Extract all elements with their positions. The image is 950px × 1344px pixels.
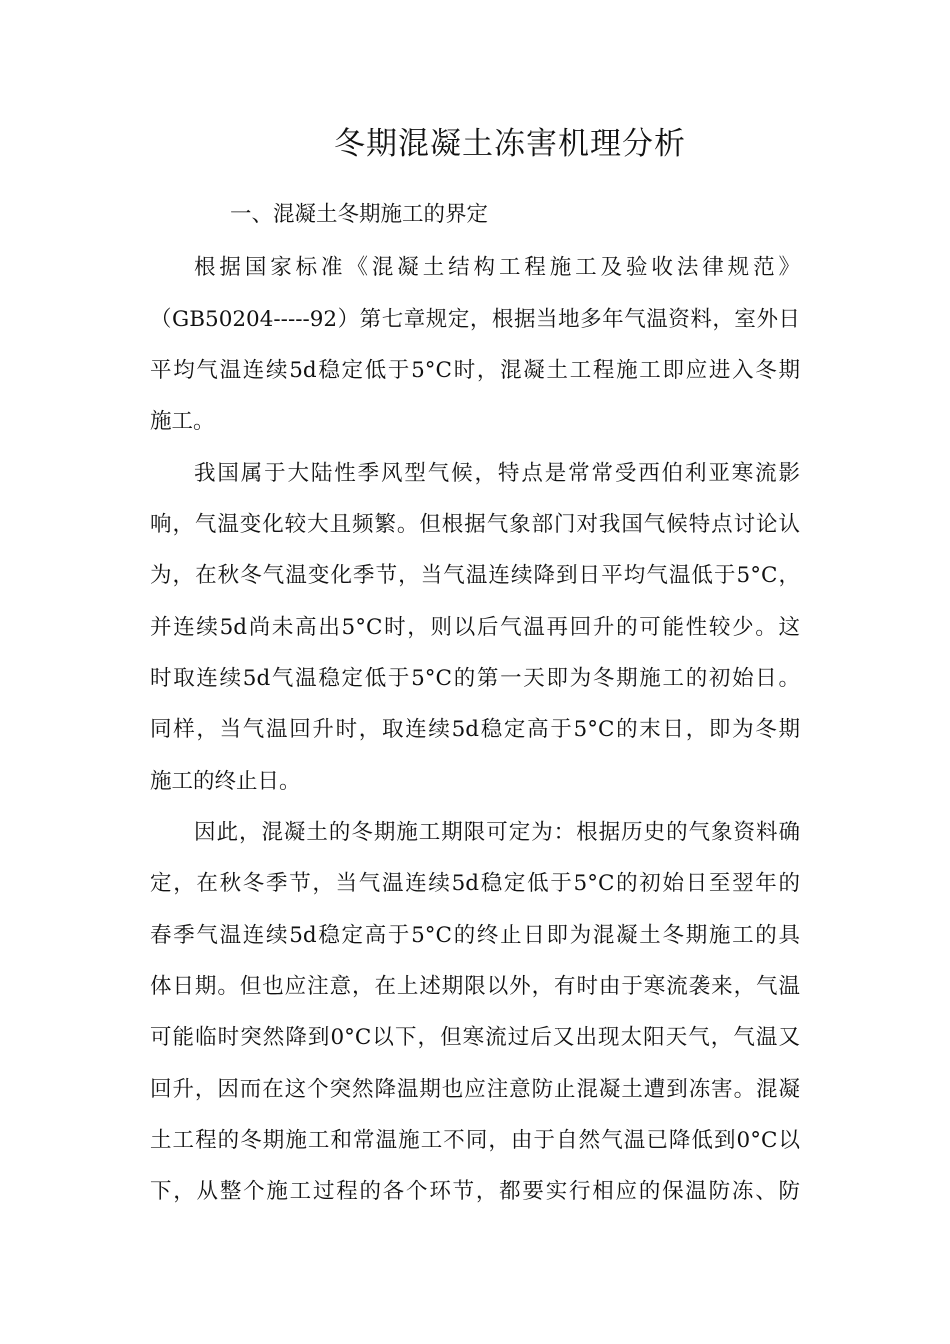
paragraph-2-line-5: 时取连续5d气温稳定低于5°C的第一天即为冬期施工的初始日。 xyxy=(150,666,800,691)
paragraph-3-line-8: 下，从整个施工过程的各个环节，都要实行相应的保温防冻、防 xyxy=(150,1179,800,1204)
paragraph-2-line-3: 为，在秋冬气温变化季节，当气温连续降到日平均气温低于5°C， xyxy=(150,563,800,588)
paragraph-2-line-4: 并连续5d尚未高出5°C时，则以后气温再回升的可能性较少。这 xyxy=(150,615,800,640)
paragraph-3-line-5: 可能临时突然降到0°C以下，但寒流过后又出现太阳天气，气温又 xyxy=(150,1025,800,1050)
paragraph-3-line-6: 回升，因而在这个突然降温期也应注意防止混凝土遭到冻害。混凝 xyxy=(150,1077,800,1102)
paragraph-3-line-2: 定，在秋冬季节，当气温连续5d稳定低于5°C的初始日至翌年的 xyxy=(150,871,800,896)
paragraph-3-line-3: 春季气温连续5d稳定高于5°C的终止日即为混凝土冬期施工的具 xyxy=(150,923,800,948)
paragraph-1-line-4: 施工。 xyxy=(150,409,215,434)
paragraph-2-line-2: 响，气温变化较大且频繁。但根据气象部门对我国气候特点讨论认 xyxy=(150,512,800,537)
paragraph-1-line-1: 根据国家标准《混凝土结构工程施工及验收法律规范》 xyxy=(194,255,800,280)
paragraph-2-line-6: 同样，当气温回升时，取连续5d稳定高于5°C的末日，即为冬期 xyxy=(150,717,800,742)
paragraph-2-line-1: 我国属于大陆性季风型气候，特点是常常受西伯利亚寒流影 xyxy=(194,461,800,486)
section-heading: 一、混凝土冬期施工的界定 xyxy=(230,202,489,227)
paragraph-2-line-7: 施工的终止日。 xyxy=(150,769,301,794)
paragraph-3-line-7: 土工程的冬期施工和常温施工不同，由于自然气温已降低到0°C以 xyxy=(150,1128,800,1153)
paragraph-1-line-3: 平均气温连续5d稳定低于5°C时，混凝土工程施工即应进入冬期 xyxy=(150,358,800,383)
paragraph-1-line-2: （GB50204-----92）第七章规定，根据当地多年气温资料，室外日 xyxy=(150,307,800,332)
document-title: 冬期混凝土冻害机理分析 xyxy=(334,126,686,162)
paragraph-3-line-4: 体日期。但也应注意，在上述期限以外，有时由于寒流袭来，气温 xyxy=(150,974,800,999)
paragraph-3-line-1: 因此，混凝土的冬期施工期限可定为：根据历史的气象资料确 xyxy=(194,820,800,845)
